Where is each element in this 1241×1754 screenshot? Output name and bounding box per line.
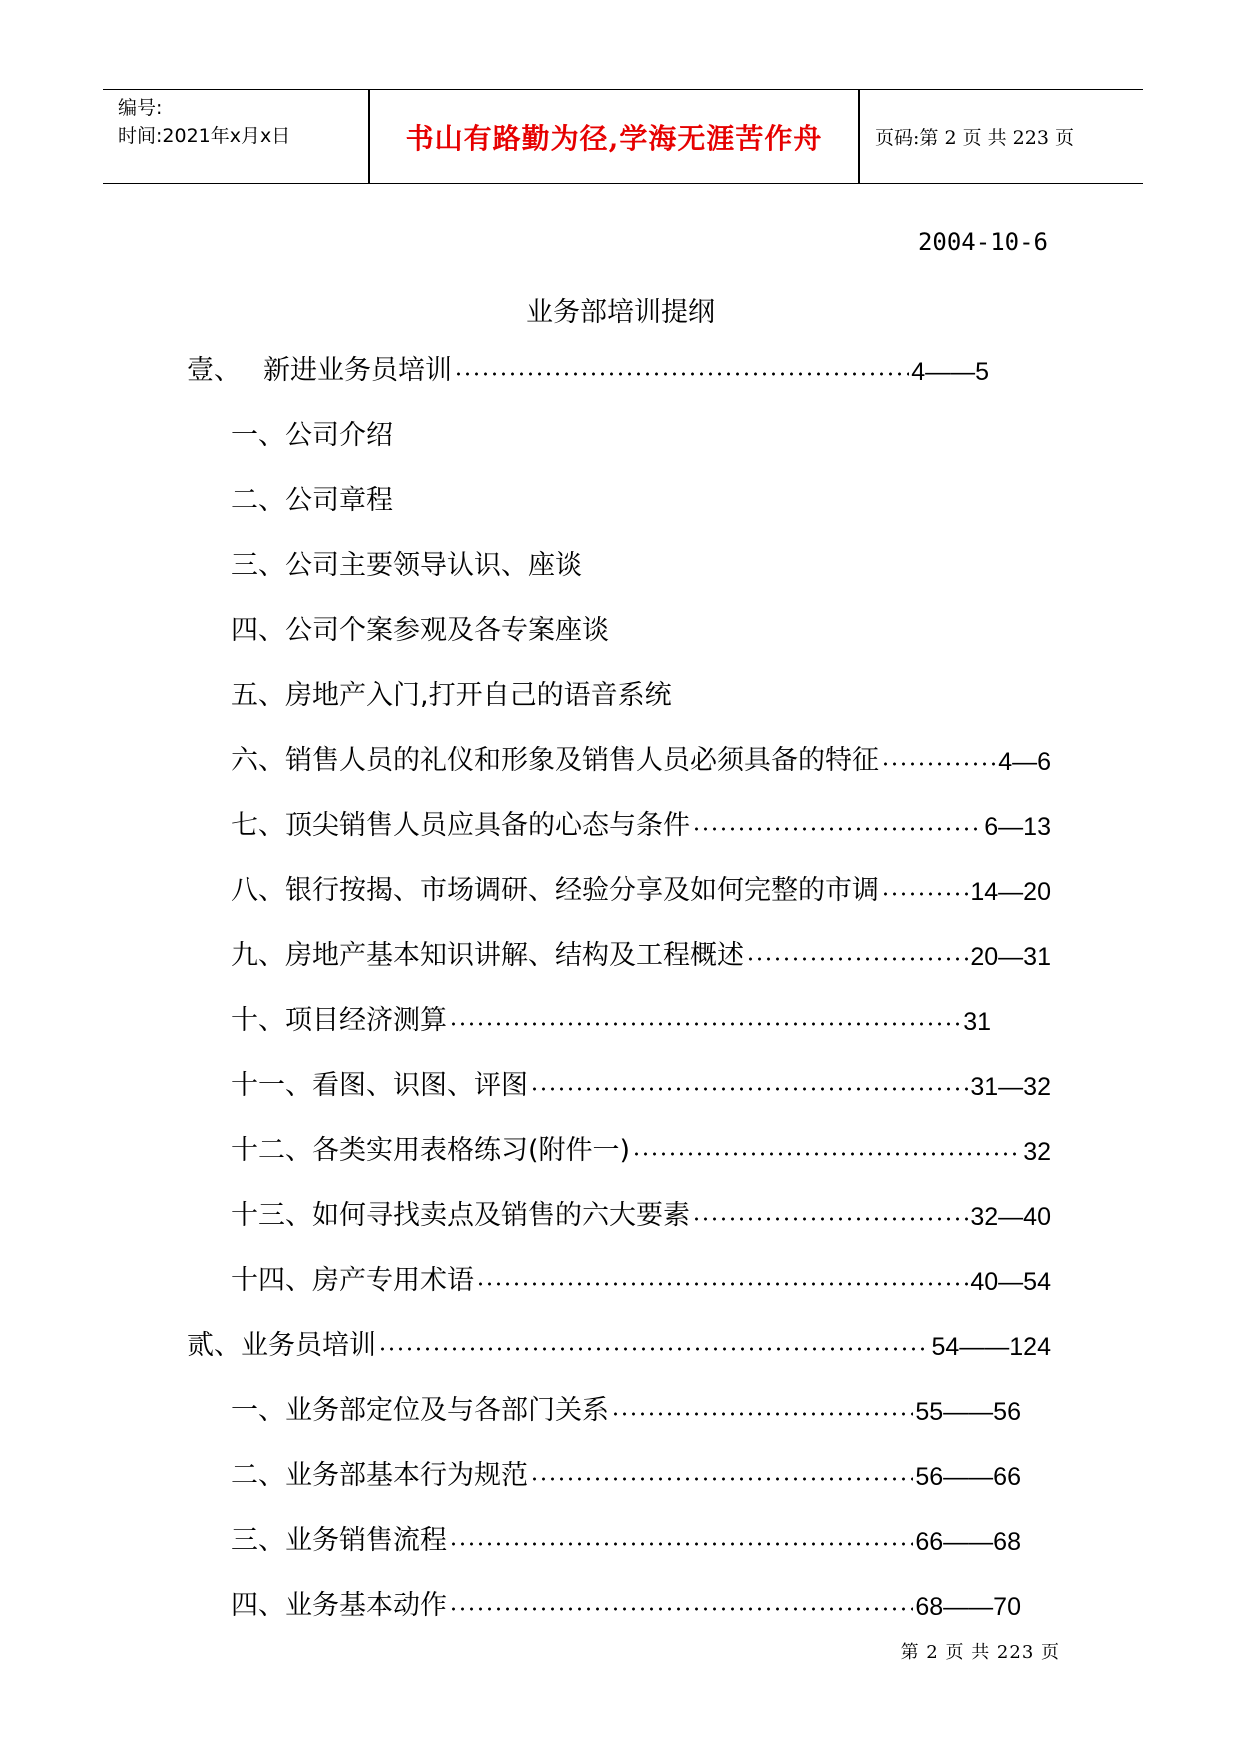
toc-text: 贰、业务员培训 xyxy=(187,1330,376,1361)
toc-entry xyxy=(231,1517,1021,1557)
toc-text: 四、公司个案参观及各专案座谈 xyxy=(231,615,609,646)
toc-pages: 66——68 xyxy=(915,1528,1021,1556)
header-meta xyxy=(118,94,290,150)
toc-leader-dots xyxy=(454,370,909,378)
toc-leader-dots xyxy=(611,1410,913,1418)
toc-leader-dots xyxy=(449,1540,913,1548)
document-title: 业务部培训提纲 xyxy=(526,297,715,328)
toc-entry xyxy=(187,1322,1051,1362)
toc-entry xyxy=(231,1387,1021,1427)
toc-entry xyxy=(231,542,582,582)
toc-text: 十、项目经济测算 xyxy=(231,1005,447,1036)
toc-pages: 31 xyxy=(963,1008,991,1036)
toc-leader-dots xyxy=(530,1475,913,1483)
header-motto: 书山有路勤为径,学海无涯苦作舟 xyxy=(405,121,823,155)
toc-entry xyxy=(231,1257,1051,1297)
toc-text: 十二、各类实用表格练习(附件一) xyxy=(231,1135,631,1166)
toc-pages: 14—20 xyxy=(970,878,1051,906)
toc-leader-dots xyxy=(449,1605,913,1613)
toc-pages: 55——56 xyxy=(915,1398,1021,1426)
toc-leader-dots xyxy=(632,1150,1021,1158)
toc-pages: 4—6 xyxy=(998,748,1051,776)
toc-pages: 32—40 xyxy=(970,1203,1051,1231)
toc-pages: 6—13 xyxy=(984,813,1051,841)
toc-text: 十三、如何寻找卖点及销售的六大要素 xyxy=(231,1200,690,1231)
toc-text: 二、公司章程 xyxy=(231,485,393,516)
toc-pages: 4——5 xyxy=(911,358,989,386)
toc-text: 四、业务基本动作 xyxy=(231,1590,447,1621)
toc-leader-dots xyxy=(692,825,982,833)
toc-text: 新进业务员培训 xyxy=(263,355,452,386)
toc-leader-dots xyxy=(746,955,968,963)
toc-leader-dots xyxy=(476,1280,968,1288)
toc-leader-dots xyxy=(449,1020,961,1028)
toc-leader-dots xyxy=(881,890,968,898)
toc-entry xyxy=(231,1127,1051,1167)
toc-text: 十四、房产专用术语 xyxy=(231,1265,474,1296)
document-time-label: 时间:2021年x月x日 xyxy=(118,125,291,147)
toc-text: 一、公司介绍 xyxy=(231,420,393,451)
toc-entry xyxy=(231,1192,1051,1232)
toc-entry xyxy=(231,1582,1021,1622)
toc-entry xyxy=(231,737,1051,777)
toc-numeral: 壹、 xyxy=(187,355,241,386)
toc-entry xyxy=(231,867,1051,907)
toc-text: 五、房地产入门,打开自己的语音系统 xyxy=(231,680,672,711)
page-footer: 第 2 页 共 223 页 xyxy=(900,1642,1060,1663)
toc-pages: 32 xyxy=(1023,1138,1051,1166)
header-page-info: 页码:第 2 页 共 223 页 xyxy=(875,127,1074,149)
toc-pages: 68——70 xyxy=(915,1593,1021,1621)
toc-text: 八、银行按揭、市场调研、经验分享及如何完整的市调 xyxy=(231,875,879,906)
document-date: 2004-10-6 xyxy=(917,228,1048,256)
toc-entry xyxy=(231,932,1051,972)
toc-leader-dots xyxy=(530,1085,968,1093)
toc-pages: 56——66 xyxy=(915,1463,1021,1491)
toc-entry xyxy=(231,1062,1051,1102)
toc-text: 二、业务部基本行为规范 xyxy=(231,1460,528,1491)
toc-entry xyxy=(231,672,672,712)
toc-leader-dots xyxy=(378,1345,929,1353)
toc-leader-dots xyxy=(881,760,996,768)
toc-text: 三、公司主要领导认识、座谈 xyxy=(231,550,582,581)
toc-entry xyxy=(231,477,393,517)
toc-entry xyxy=(231,802,1051,842)
toc-text: 三、业务销售流程 xyxy=(231,1525,447,1556)
toc-text: 九、房地产基本知识讲解、结构及工程概述 xyxy=(231,940,744,971)
toc-pages: 54——124 xyxy=(931,1333,1051,1361)
toc-text: 一、业务部定位及与各部门关系 xyxy=(231,1395,609,1426)
toc-text: 七、顶尖销售人员应具备的心态与条件 xyxy=(231,810,690,841)
toc-pages: 31—32 xyxy=(970,1073,1051,1101)
toc-entry xyxy=(231,997,991,1037)
header-divider xyxy=(858,90,860,183)
toc-pages: 20—31 xyxy=(970,943,1051,971)
page-header xyxy=(103,89,1143,184)
toc-entry xyxy=(231,607,609,647)
toc-leader-dots xyxy=(692,1215,968,1223)
toc-text: 六、销售人员的礼仪和形象及销售人员必须具备的特征 xyxy=(231,745,879,776)
toc-entry xyxy=(231,1452,1021,1492)
toc-text: 十一、看图、识图、评图 xyxy=(231,1070,528,1101)
toc-pages: 40—54 xyxy=(970,1268,1051,1296)
toc-entry xyxy=(187,347,989,387)
toc-entry xyxy=(231,412,393,452)
document-number-label: 编号: xyxy=(118,97,163,119)
